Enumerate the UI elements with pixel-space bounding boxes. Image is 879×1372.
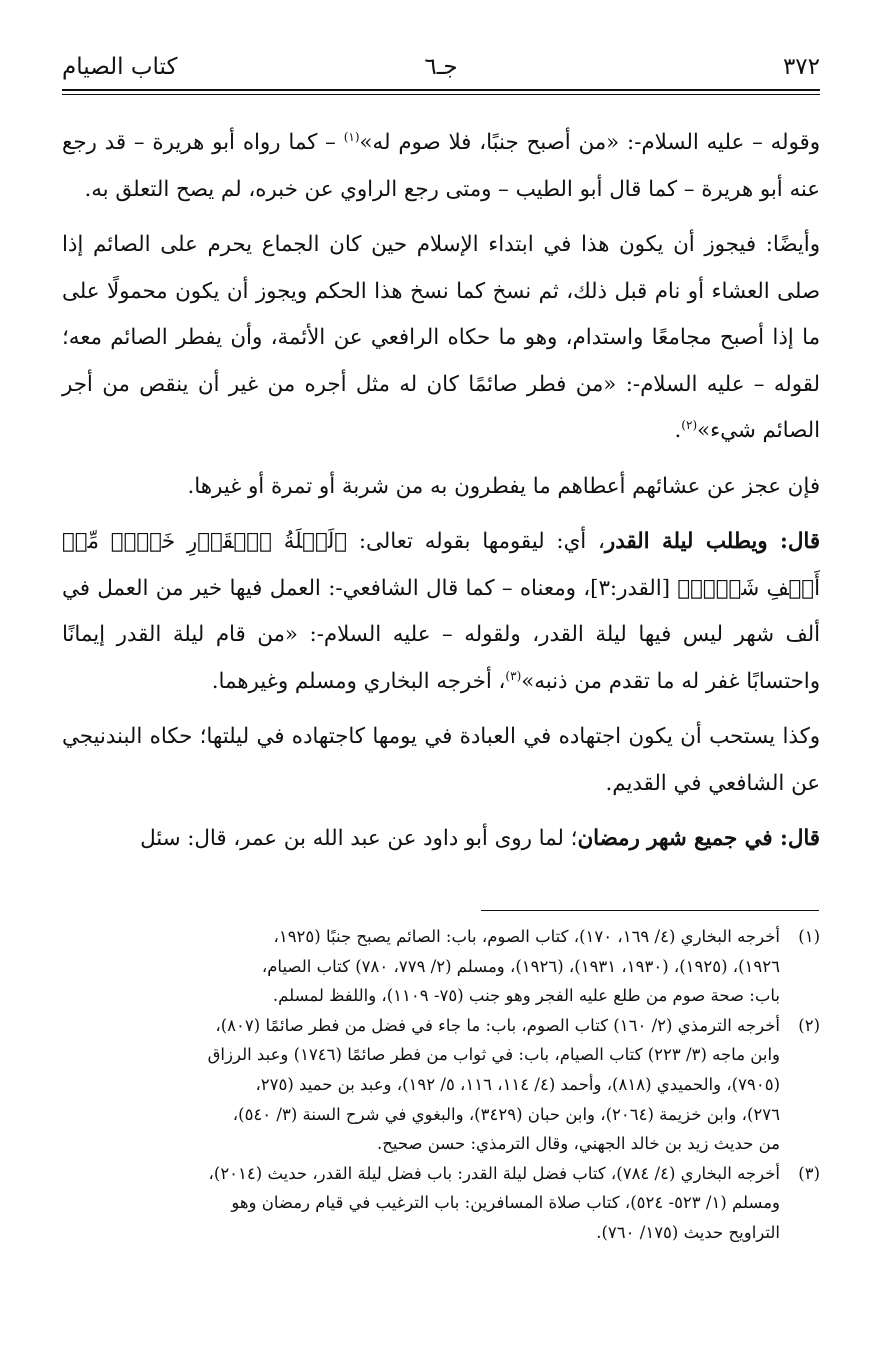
footnote-number: (١)	[798, 927, 820, 946]
footnote-3	[62, 1159, 820, 1248]
text-run: وأيضًا: فيجوز أن يكون هذا في ابتداء الإسلام حين كان الجماع يحرم على الصائم إذا صلى العشاء أو نام قبل ذلك، ثم نسخ كما نسخ هذا الحكم ويجوز أن يكون محمولًا على ما إذا أصبح مجامعًا واستدام، وهو ما حكاه الرافعي عن الأئمة، وأن يفطر الصائم معه؛ لقوله – عليه السلام-: «من فطر صائمًا كان له مثل أجره من غير أن ينقص من أجر الصائم شيء»	[62, 232, 820, 443]
footnote-text	[62, 1011, 780, 1159]
footnote-line: من حديث زيد بن خالد الجهني، وقال الترمذي: حسن صحيح.	[376, 1134, 780, 1154]
footnote-line: وابن ماجه (٣/ ٢٢٣) كتاب الصيام، باب: في ثواب من فطر صائمًا (١٧٤٦) وعبد الرزاق	[207, 1045, 780, 1065]
volume-label: جـ٦	[424, 54, 458, 80]
text-run: وقوله – عليه السلام-: «من أصبح جنبًا، فلا صوم له»	[359, 130, 820, 155]
bold-lemma: قال: ويطلب ليلة القدر	[604, 529, 821, 554]
footnote-2	[62, 1011, 820, 1159]
footnote-line: (٧٩٠٥)، والحميدي (٨١٨)، وأحمد (٤/ ١١٤، ١١٦، ٥/ ١٩٢)، وعبد بن حميد (٢٧٥،	[255, 1074, 780, 1094]
paragraph-4	[62, 519, 820, 705]
footnote-1	[62, 922, 820, 1011]
header-rule-thick	[62, 89, 820, 91]
book-title: كتاب الصيام	[62, 54, 178, 80]
paragraph-1	[62, 120, 820, 213]
footnote-text	[62, 922, 780, 1011]
footnote-line: ومسلم (١/ ٥٢٣- ٥٢٤)، كتاب صلاة المسافرين: باب الترغيب في قيام رمضان وهو	[231, 1193, 780, 1213]
running-header	[62, 48, 820, 88]
footnote-line: أخرجه البخاري (٤/ ٧٨٤)، كتاب فضل ليلة القدر: باب فضل ليلة القدر، حديث (٢٠١٤)،	[208, 1163, 780, 1183]
footnote-line: ١٩٢٦)، (١٩٢٥)، (١٩٣٠، ١٩٣١)، (١٩٢٦)، ومسلم (٢/ ٧٧٩، ٧٨٠) كتاب الصيام،	[261, 956, 780, 976]
footnote-ref-3: (٣)	[505, 668, 522, 683]
text-run: – كما رواه أبو هريرة – قد رجع عنه أبو هريرة – كما قال أبو الطيب – ومتى رجع الراوي عن خبره، لم يصح التعلق به.	[62, 130, 820, 202]
paragraph-3: فإن عجز عن عشائهم أعطاهم ما يفطرون به من شربة أو تمرة أو غيرها.	[187, 473, 820, 499]
footnote-number: (٢)	[798, 1015, 820, 1035]
footnote-line: أخرجه الترمذي (٢/ ١٦٠) كتاب الصوم، باب: ما جاء في فضل من فطر صائمًا (٨٠٧)،	[215, 1015, 780, 1035]
text-run: .	[674, 418, 682, 443]
footnote-line: أخرجه البخاري (٤/ ١٦٩، ١٧٠)، كتاب الصوم، باب: الصائم يصبح جنبًا (١٩٢٥،	[273, 927, 780, 946]
paragraph-5: وكذا يستحب أن يكون اجتهاده في العبادة في يومها كاجتهاده في ليلتها؛ حكاه البندنيجي عن الشافعي في القديم.	[62, 724, 820, 796]
footnote-text	[62, 1159, 780, 1248]
bold-lemma: قال: في جميع شهر رمضان	[577, 826, 820, 851]
paragraph-6	[62, 816, 820, 863]
text-run: ، أخرجه البخاري ومسلم وغيرهما.	[211, 668, 506, 694]
footnote-line: باب: صحة صوم من طلع عليه الفجر وهو جنب (٧٥- ١١٠٩)، واللفظ لمسلم.	[272, 986, 780, 1006]
footnotes	[62, 922, 820, 1248]
paragraph-2	[62, 222, 820, 455]
text-run: ؛ لما روى أبو داود عن عبد الله بن عمر، قال: سئل	[140, 826, 578, 851]
footnote-line: التراويح حديث (١٧٥/ ٧٦٠).	[596, 1222, 780, 1242]
page-number: ٣٧٢	[782, 54, 820, 80]
footnote-number: (٣)	[798, 1163, 820, 1183]
footnote-ref-1: (١)	[343, 129, 360, 144]
header-rule-thin	[62, 94, 820, 95]
footnote-ref-2: (٢)	[681, 417, 698, 432]
footnote-separator	[481, 910, 819, 911]
main-text	[62, 120, 820, 863]
footnote-line: ٢٧٦)، وابن خزيمة (٢٠٦٤)، وابن حبان (٣٤٢٩)، والبغوي في شرح السنة (٣/ ٥٤٠)،	[232, 1104, 780, 1124]
text-run: ، أي: ليقومها بقوله تعالى: ﴿لَيۡلَةُ ٱلۡقَدۡرِ خَيۡرٞ مِّنۡ أَلۡفِ شَهۡرٖ﴾ [القدر:٣]، ومعناه – كما قال الشافعي-: العمل فيها خير من العمل في ألف شهر ليس فيها ليلة القدر، ولقوله – عليه السلام-: «من قام ليلة القدر إيمانًا واحتسابًا غفر له ما تقدم من ذنبه»	[62, 529, 821, 694]
